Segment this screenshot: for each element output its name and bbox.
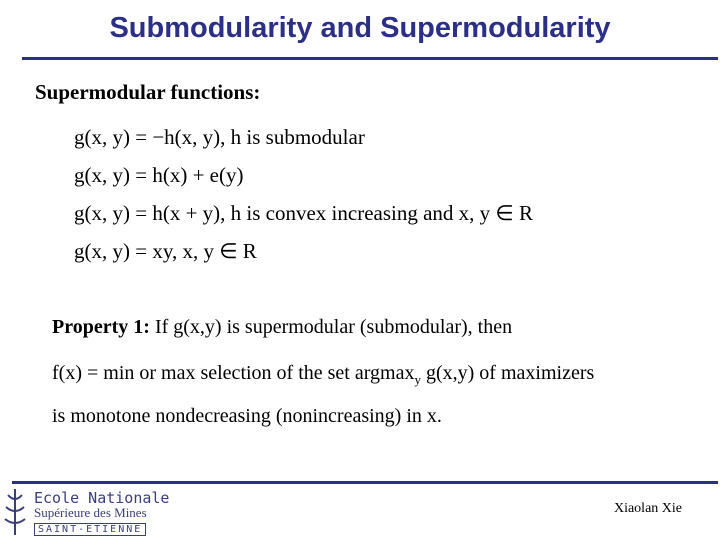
formula-3: g(x, y) = h(x + y), h is convex increasing and x, y ∈ R [74, 201, 533, 225]
property-line-3: is monotone nondecreasing (nonincreasing) in x. [52, 405, 442, 427]
footer-divider [12, 481, 718, 484]
school-logo [0, 485, 170, 540]
author-name: Xiaolan Xie [613, 501, 682, 516]
property-text-1: If g(x,y) is supermodular (submodular), then [154, 316, 513, 338]
property-text-2: f(x) = min or max selection of the set argmax [52, 362, 415, 384]
section-heading: Supermodular functions: [35, 80, 261, 104]
slide-title: Submodularity and Supermodularity [109, 12, 611, 44]
property-text-2-end: g(x,y) of maximizers [425, 362, 595, 384]
emblem-icon [0, 485, 30, 540]
formula-4: g(x, y) = xy, x, y ∈ R [74, 239, 257, 263]
logo-line-2: Supérieure des Mines [34, 505, 147, 520]
title-divider [22, 57, 718, 60]
formula-2: g(x, y) = h(x) + e(y) [74, 163, 244, 187]
logo-line-1: Ecole Nationale [34, 489, 170, 507]
argmax-subscript: y [414, 372, 421, 387]
logo-line-3: SAINT-ETIENNE [34, 523, 146, 536]
property-label: Property 1: [52, 316, 150, 338]
property-line-1 [52, 316, 512, 339]
property-line-2 [52, 362, 594, 388]
formula-1: g(x, y) = −h(x, y), h is submodular [74, 125, 365, 149]
